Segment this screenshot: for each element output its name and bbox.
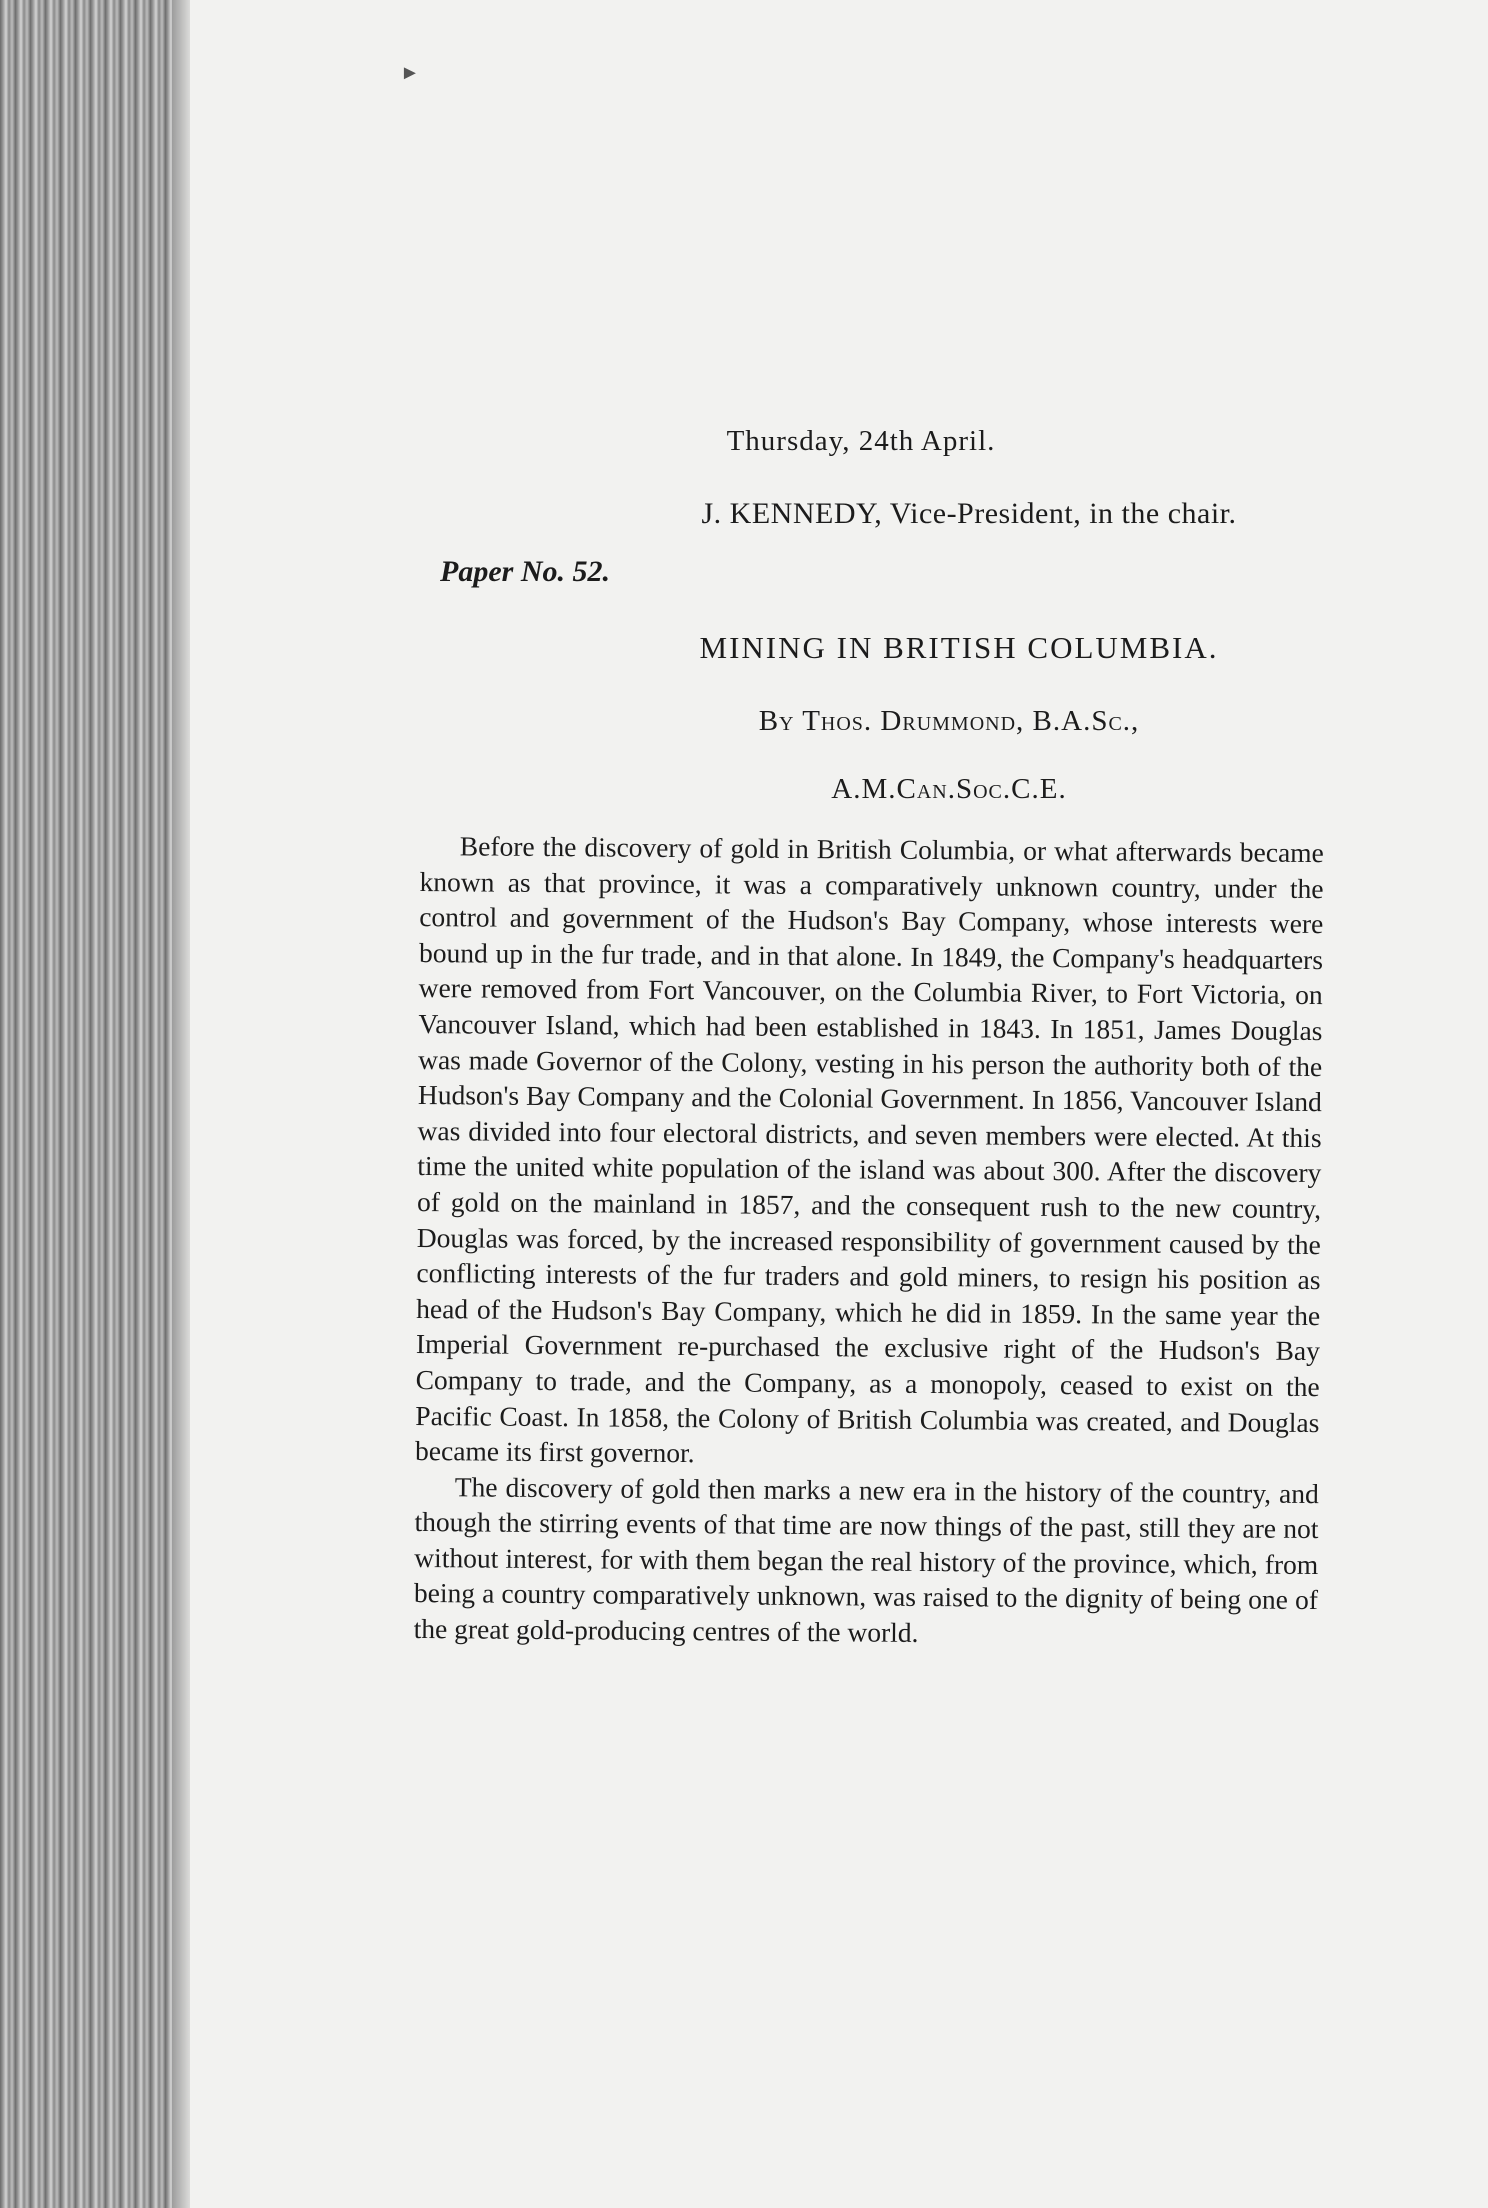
stray-mark: ► xyxy=(400,62,420,84)
paper-number: Paper No. 52. xyxy=(440,555,610,588)
author-credentials: A.M.Can.Soc.C.E. xyxy=(831,773,1067,805)
meeting-date: Thursday, 24th April. xyxy=(726,425,996,457)
author-line: By Thos. Drummond, B.A.Sc., xyxy=(758,705,1140,737)
body-text xyxy=(414,828,1324,1654)
paragraph: Before the discovery of gold in British Columbia, or what afterwards became known as that province, it was a comparatively unknown country, under the control and government of the Hudson's Bay Company, whose interests were bound up in the fur trade, and in that alone. In 1849, the Company's headquarters were removed from Fort Vancouver, on the Columbia River, to Fort Victoria, on Vancouver Island, which had been established in 1843. In 1851, James Douglas was made Governor of the Colony, vesting in his person the authority both of the Hudson's Bay Company and the Colonial Government. In 1856, Vancouver Island was divided into four electoral districts, and seven members were elected. At this time the united white population of the island was about 300. After the discovery of gold on the mainland in 1857, and the consequent rush to the new country, Douglas was forced, by the increased responsibility of government caused by the conflicting interests of the fur traders and gold miners, to resign his position as head of the Hudson's Bay Company, which he did in 1859. In the same year the Imperial Government re-purchased the exclusive right of the Hudson's Bay Company to trade, and the Company, as a monopoly, ceased to exist on the Pacific Coast. In 1858, the Colony of British Columbia was created, and Douglas became its first governor. xyxy=(414,830,1324,1469)
chair-line: J. KENNEDY, Vice-President, in the chair. xyxy=(701,497,1237,530)
paragraph: The discovery of gold then marks a new era in the history of the country, and though the stirring events of that time are now things of the past, still they are not without interest, for with them began the real history of the province, which, from being a country comparatively unknown, was raised to the dignity of being one of the great gold-producing centres of the world. xyxy=(413,1470,1319,1649)
paper-title: MINING IN BRITISH COLUMBIA. xyxy=(699,630,1219,665)
book-page-edges xyxy=(0,0,190,2208)
